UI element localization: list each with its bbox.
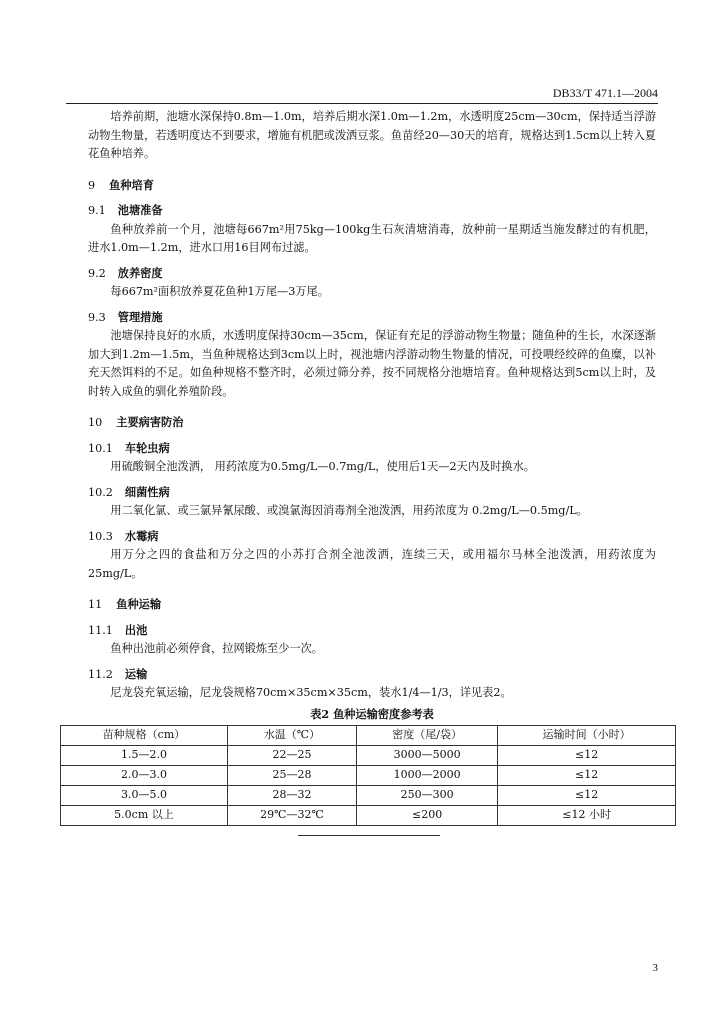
table-cell: 25—28: [227, 766, 356, 786]
table-cell: 250—300: [356, 786, 497, 806]
header-cell: 密度（尾/袋）: [356, 726, 497, 746]
document-code: DB33/T 471.1—2004: [552, 86, 658, 100]
table-cell: 2.0—3.0: [61, 766, 228, 786]
header-cell: 水温（℃）: [227, 726, 356, 746]
section-number: 9.3: [88, 310, 106, 324]
section-number: 11: [88, 598, 103, 611]
section-10-3-heading: [88, 527, 656, 547]
table-cell: 3000—5000: [356, 746, 497, 766]
section-11-heading: [88, 595, 656, 615]
table-cell: 22—25: [227, 746, 356, 766]
section-11-2-heading: [88, 665, 656, 685]
table-cell: 29℃—32℃: [227, 806, 356, 826]
section-9-2-heading: [88, 264, 656, 284]
table-cell: ≤200: [356, 806, 497, 826]
section-title: 运输: [124, 666, 148, 681]
section-10-1-text: 用硫酸铜全池泼洒， 用药浓度为0.5mg/L—0.7mg/L，使用后1天—2天内及时换水。: [110, 460, 535, 473]
page-content: [88, 108, 656, 826]
section-10-2-heading: [88, 483, 656, 503]
section-number: 11.2: [88, 667, 113, 681]
section-11-1-text: 鱼种出池前必须停食，拉网锻炼至少一次。: [110, 642, 323, 655]
table-cell: 5.0cm 以上: [61, 806, 228, 826]
table-cell: ≤12: [498, 746, 676, 766]
section-title: 出池: [124, 622, 148, 637]
section-11-1-heading: [88, 621, 656, 641]
section-10-1-heading: [88, 439, 656, 459]
end-rule: [298, 835, 440, 836]
section-10-heading: [88, 413, 656, 433]
section-number: 9.2: [88, 266, 106, 280]
section-11-2-text: 尼龙袋充氧运输，尼龙袋规格70cm×35cm×35cm，装水1/4—1/3，详见表2。: [110, 686, 512, 699]
section-title: 放养密度: [117, 265, 163, 280]
table-cell: 28—32: [227, 786, 356, 806]
table-cell: ≤12: [498, 766, 676, 786]
intro-paragraph: 培养前期，池塘水深保持0.8m—1.0m，培养后期水深1.0m—1.2m，水透明度25cm—30cm，保持适当浮游动物生物量，若透明度达不到要求，增施有机肥或泼洒豆浆。鱼苗经20—30天的培育，规格达到1.5cm以上转入夏花鱼种培养。: [88, 110, 656, 160]
table-caption: 表2 鱼种运输密度参考表: [310, 706, 434, 721]
section-number: 10: [88, 416, 103, 429]
section-title: 管理措施: [117, 309, 163, 324]
section-10-2-text: 用二氧化氯、或三氯异氰尿酸、或溴氯海因消毒剂全池泼洒，用药浓度为 0.2mg/L—0.5mg/L。: [110, 504, 588, 517]
section-9-1-heading: [88, 201, 656, 221]
section-number: 10.3: [88, 529, 113, 543]
section-number: 9.1: [88, 204, 106, 217]
section-number: 11.1: [88, 623, 113, 637]
table-cell: ≤12: [498, 786, 676, 806]
transport-density-table: [60, 725, 676, 826]
section-9-3-text: 池塘保持良好的水质，水透明度保持30cm—35cm，保证有充足的浮游动物生物量；随鱼种的生长，水深逐渐加大到1.2m—1.5m，当鱼种规格达到3cm以上时，视池塘内浮游动物生物量的情况，可投喂经绞碎的鱼糜，以补充天然饵料的不足。如鱼种规格不整齐时，必须过筛分养，按不同规格分池塘培育。鱼种规格达到5cm以上时，及时转入成鱼的驯化养殖阶段。: [88, 329, 656, 398]
table-cell: 1000—2000: [356, 766, 497, 786]
table-row: [61, 806, 676, 826]
header-cell: 苗种规格（cm）: [61, 726, 228, 746]
table-cell: 1.5—2.0: [61, 746, 228, 766]
section-9-heading: [88, 176, 656, 196]
section-9-2-text: 每667m²面积放养夏花鱼种1万尾—3万尾。: [110, 285, 329, 298]
header-cell: 运输时间（小时）: [498, 726, 676, 746]
section-number: 10.1: [88, 441, 113, 455]
table-cell: 3.0—5.0: [61, 786, 228, 806]
section-9-3-heading: [88, 308, 656, 328]
section-title: 鱼种培育: [109, 177, 154, 192]
section-title: 车轮虫病: [124, 440, 170, 455]
table-row: [61, 786, 676, 806]
section-title: 水霉病: [124, 528, 159, 543]
table-header-row: [61, 726, 676, 746]
header-rule: [66, 103, 658, 104]
section-title: 主要病害防治: [116, 415, 184, 429]
section-number: 10.2: [88, 485, 113, 499]
table-row: [61, 766, 676, 786]
table-row: [61, 746, 676, 766]
table-cell: ≤12 小时: [498, 806, 676, 826]
section-10-3-text: 用万分之四的食盐和万分之四的小苏打合剂全池泼洒，连续三天，或用福尔马林全池泼洒，用药浓度为25mg/L。: [88, 548, 656, 580]
page-number: 3: [652, 962, 658, 974]
section-9-1-text: 鱼种放养前一个月，池塘每667m²用75kg—100kg生石灰清塘消毒，放种前一星期适当施发酵过的有机肥，进水1.0m—1.2m，进水口用16目网布过滤。: [88, 222, 656, 254]
section-number: 9: [88, 178, 96, 192]
section-title: 鱼种运输: [116, 597, 162, 611]
section-title: 细菌性病: [124, 484, 170, 499]
section-title: 池塘准备: [117, 203, 163, 217]
